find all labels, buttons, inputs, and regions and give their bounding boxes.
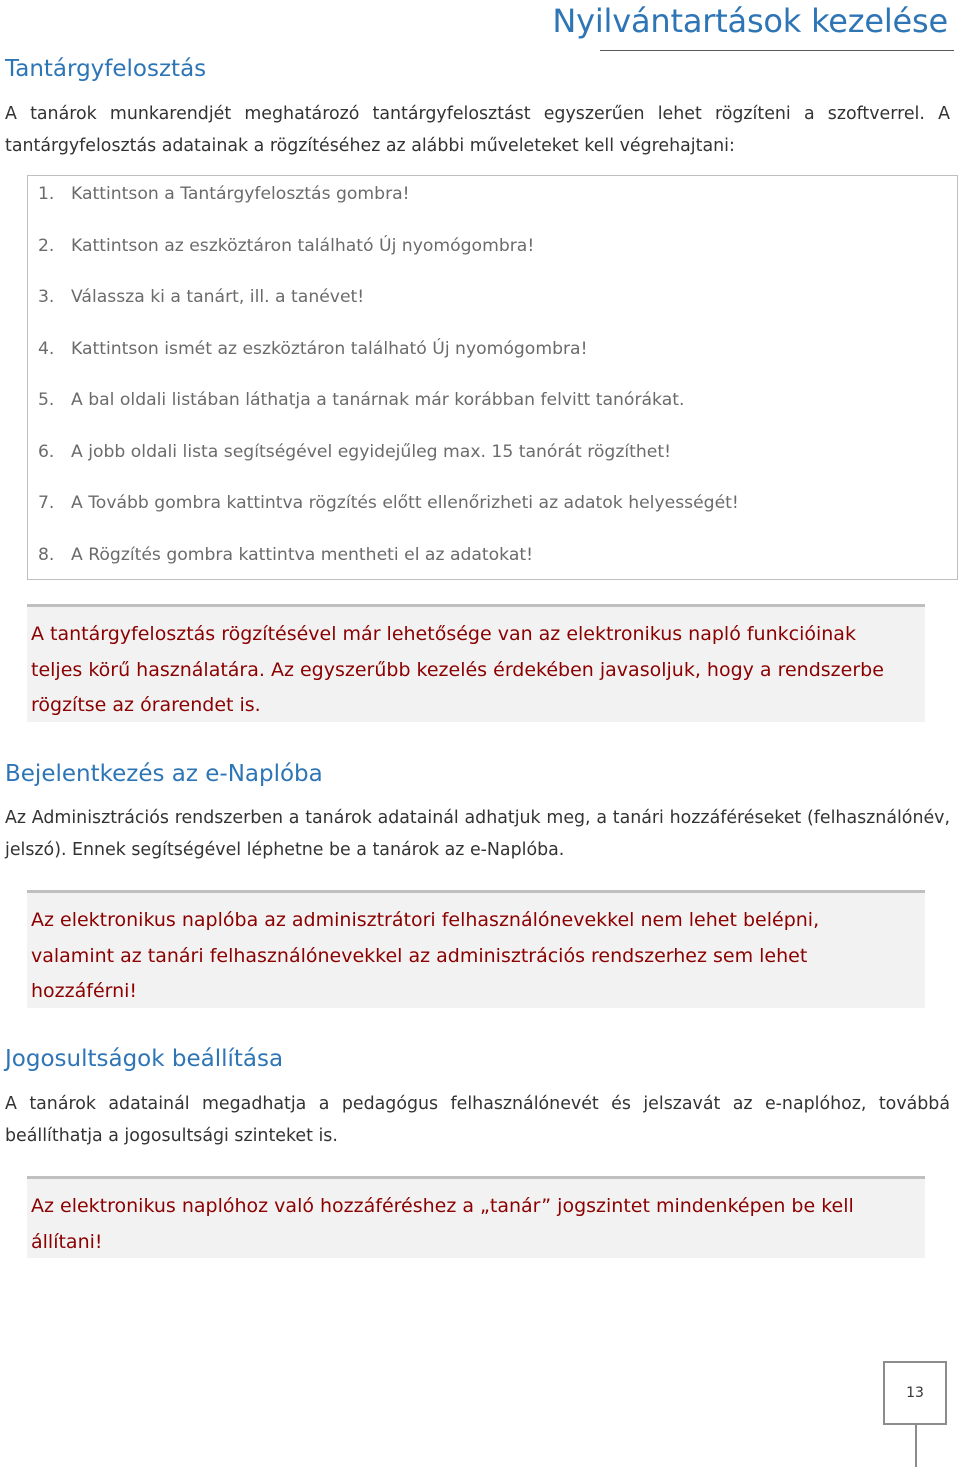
step-text: A jobb oldali lista segítségével egyidejűleg max. 15 tanórát rögzíthet! [71,442,671,462]
list-item [38,231,534,261]
note-line: valamint az tanári felhasználónevekkel az adminisztrációs rendszerhez sem lehet [31,944,808,967]
step-text: Válassza ki a tanárt, ill. a tanévet! [71,287,365,307]
header-rule [600,50,954,51]
list-item [38,334,587,364]
step-number: 8. [38,545,55,565]
note-box-tantargyfelosztas [27,604,925,722]
note-line: Az elektronikus naplóba az adminisztrátori felhasználónevekkel nem lehet belépni, [31,909,820,931]
note-line: rögzítse az órarendet is. [31,694,261,716]
section-heading-jogosultsagok: Jogosultságok beállítása [5,1046,284,1072]
note-line: hozzáférni! [31,980,138,1002]
note-line: teljes körű használatára. Az egyszerűbb kezelés érdekében javasoljuk, hogy a rendszerbe [31,658,884,681]
section-heading-tantargyfelosztas: Tantárgyfelosztás [5,56,207,82]
list-item [38,179,410,209]
note-line: A tantárgyfelosztás rögzítésével már lehetősége van az elektronikus napló funkcióinak [31,623,856,645]
note-line: Az elektronikus naplóhoz való hozzáféréshez a „tanár” jogszintet mindenképen be kell [31,1195,854,1217]
step-number: 1. [38,184,55,204]
list-item [38,437,671,467]
step-number: 7. [38,493,55,513]
page-number-box [883,1361,947,1425]
list-item [38,540,533,570]
step-text: A Rögzítés gombra kattintva mentheti el az adatokat! [71,545,533,565]
section-intro-jogosultsagok: A tanárok adatainál megadhatja a pedagógus felhasználónevét és jelszavát az e-naplóhoz, továbbá beállíthatja a jogosultsági szinteket is. [5,1094,950,1146]
note-box-bejelentkezes [27,890,925,1008]
page-number-line [915,1425,917,1467]
list-item [38,488,739,518]
step-text: A bal oldali listában láthatja a tanárnak már korábban felvitt tanórákat. [71,390,685,410]
list-item [38,282,364,312]
page-number: 13 [906,1385,924,1401]
page-header-title: Nyilvántartások kezelése [552,2,948,40]
step-text: Kattintson az eszköztáron található Új nyomógombra! [71,236,535,256]
section-intro-tantargyfelosztas: A tanárok munkarendjét meghatározó tantárgyfelosztást egyszerűen lehet rögzíteni a szoftverrel. A tantárgyfelosztás adatainak a rögzítéséhez az alábbi műveleteket kell végrehajtani: [5,104,950,156]
steps-box [27,175,958,580]
step-text: A Tovább gombra kattintva rögzítés előtt ellenőrizheti az adatok helyességét! [71,493,739,513]
note-box-jogosultsagok [27,1176,925,1258]
note-line: állítani! [31,1230,103,1253]
step-number: 4. [38,339,55,359]
step-text: Kattintson ismét az eszköztáron található Új nyomógombra! [71,339,588,359]
step-number: 2. [38,236,55,256]
list-item [38,385,684,415]
step-number: 6. [38,442,55,462]
section-intro-bejelentkezes: Az Adminisztrációs rendszerben a tanárok adatainál adhatjuk meg, a tanári hozzáféréseket (felhasználónév, jelszó). Ennek segítségével léphetne be a tanárok az e-Naplóba. [5,808,950,860]
step-number: 5. [38,390,55,410]
step-number: 3. [38,287,55,307]
step-text: Kattintson a Tantárgyfelosztás gombra! [71,184,410,204]
section-heading-bejelentkezes: Bejelentkezés az e-Naplóba [5,761,323,787]
